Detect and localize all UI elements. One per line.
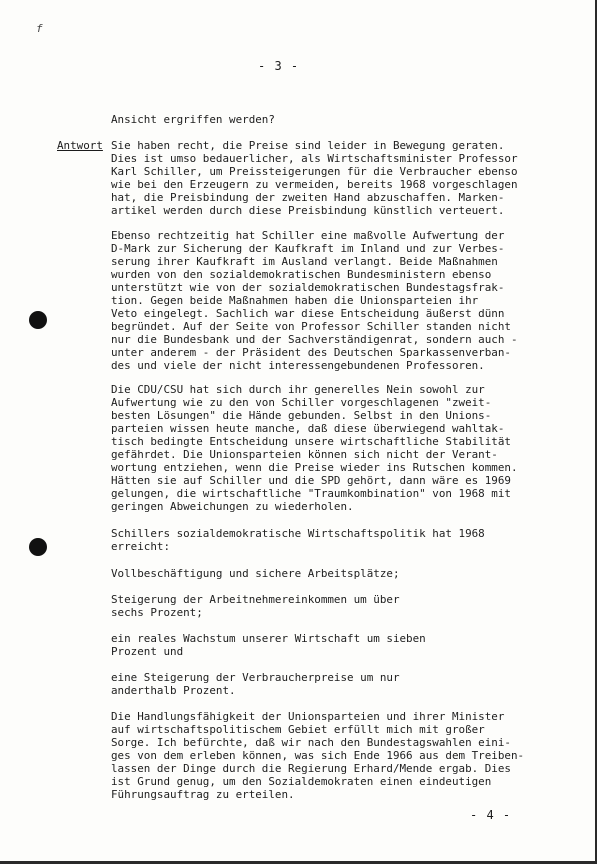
body-line: besten Lösungen" die Hände gebunden. Selbst in den Unions- — [111, 409, 492, 422]
body-line: D-Mark zur Sicherung der Kaufkraft im Inland und zur Verbes- — [111, 242, 505, 255]
body-line: Aufwertung wie zu den von Schiller vorgeschlagenen "zweit- — [111, 396, 492, 409]
body-line: Prozent und — [111, 645, 184, 658]
body-line: tion. Gegen beide Maßnahmen haben die Unionsparteien ihr — [111, 294, 479, 307]
body-line: Sie haben recht, die Preise sind leider in Bewegung geraten. — [111, 139, 505, 152]
body-line: parteien wissen heute manche, daß diese überwiegend wahltak- — [111, 422, 505, 435]
body-line: Steigerung der Arbeitnehmereinkommen um über — [111, 593, 400, 606]
body-line: lassen der Dinge durch die Regierung Erhard/Mende ergab. Dies — [111, 762, 511, 775]
body-line: ein reales Wachstum unserer Wirtschaft um sieben — [111, 632, 426, 645]
body-line: wie bei den Erzeugern zu vermeiden, bereits 1968 vorgeschlagen — [111, 178, 518, 191]
body-line: Ebenso rechtzeitig hat Schiller eine maßvolle Aufwertung der — [111, 229, 505, 242]
body-line: Sorge. Ich befürchte, daß wir nach den Bundestagswahlen eini- — [111, 736, 511, 749]
body-line: Ansicht ergriffen werden? — [111, 113, 275, 126]
body-line: Hätten sie auf Schiller und die SPD gehört, dann wäre es 1969 — [111, 474, 511, 487]
body-line: anderthalb Prozent. — [111, 684, 236, 697]
body-line: wurden von den sozialdemokratischen Bundesministern ebenso — [111, 268, 492, 281]
body-line: tisch bedingte Entscheidung unsere wirtschaftliche Stabilität — [111, 435, 511, 448]
next-page-marker: - 4 - — [470, 808, 512, 822]
body-line: Führungsauftrag zu erteilen. — [111, 788, 295, 801]
body-line: nur die Bundesbank und der Sachverständigenrat, sondern auch - — [111, 333, 518, 346]
body-line: ges von dem erleben können, was sich Ende 1966 aus dem Treiben- — [111, 749, 525, 762]
body-line: geringen Abweichungen zu wiederholen. — [111, 500, 354, 513]
body-line: wortung entziehen, wenn die Preise wieder ins Rutschen kommen. — [111, 461, 518, 474]
body-line: erreicht: — [111, 540, 171, 553]
body-line: serung ihrer Kaufkraft im Ausland verlangt. Beide Maßnahmen — [111, 255, 498, 268]
body-line: hat, die Preisbindung der zweiten Hand abzuschaffen. Marken- — [111, 191, 505, 204]
body-line: artikel werden durch diese Preisbindung künstlich verteuert. — [111, 204, 505, 217]
body-line: sechs Prozent; — [111, 606, 203, 619]
body-line: Karl Schiller, um Preissteigerungen für die Verbraucher ebenso — [111, 165, 518, 178]
answer-label: Antwort — [57, 139, 103, 152]
body-line: gelungen, die wirtschaftliche "Traumkombination" von 1968 mit — [111, 487, 511, 500]
body-line: eine Steigerung der Verbraucherpreise um nur — [111, 671, 400, 684]
body-line: Die CDU/CSU hat sich durch ihr generelles Nein sowohl zur — [111, 383, 485, 396]
punch-hole — [29, 538, 47, 556]
body-line: ist Grund genug, um den Sozialdemokraten einen eindeutigen — [111, 775, 492, 788]
page-number: - 3 - — [258, 59, 300, 73]
punch-hole — [29, 311, 47, 329]
body-line: unterstützt wie von der sozialdemokratischen Bundestagsfrak- — [111, 281, 505, 294]
body-line: auf wirtschaftspolitischem Gebiet erfüllt mich mit großer — [111, 723, 485, 736]
body-line: begründet. Auf der Seite von Professor Schiller standen nicht — [111, 320, 511, 333]
body-line: Dies ist umso bedauerlicher, als Wirtschaftsminister Professor — [111, 152, 518, 165]
body-line: Schillers sozialdemokratische Wirtschaftspolitik hat 1968 — [111, 527, 485, 540]
handwritten-mark: f — [36, 22, 43, 35]
body-line: Vollbeschäftigung und sichere Arbeitsplätze; — [111, 567, 400, 580]
body-line: Veto eingelegt. Sachlich war diese Entscheidung äußerst dünn — [111, 307, 505, 320]
body-line: des und viele der nicht interessengebundenen Professoren. — [111, 359, 485, 372]
body-line: Die Handlungsfähigkeit der Unionsparteien und ihrer Minister — [111, 710, 505, 723]
body-line: unter anderem - der Präsident des Deutschen Sparkassenverban- — [111, 346, 511, 359]
body-line: gefährdet. Die Unionsparteien können sich nicht der Verant- — [111, 448, 498, 461]
